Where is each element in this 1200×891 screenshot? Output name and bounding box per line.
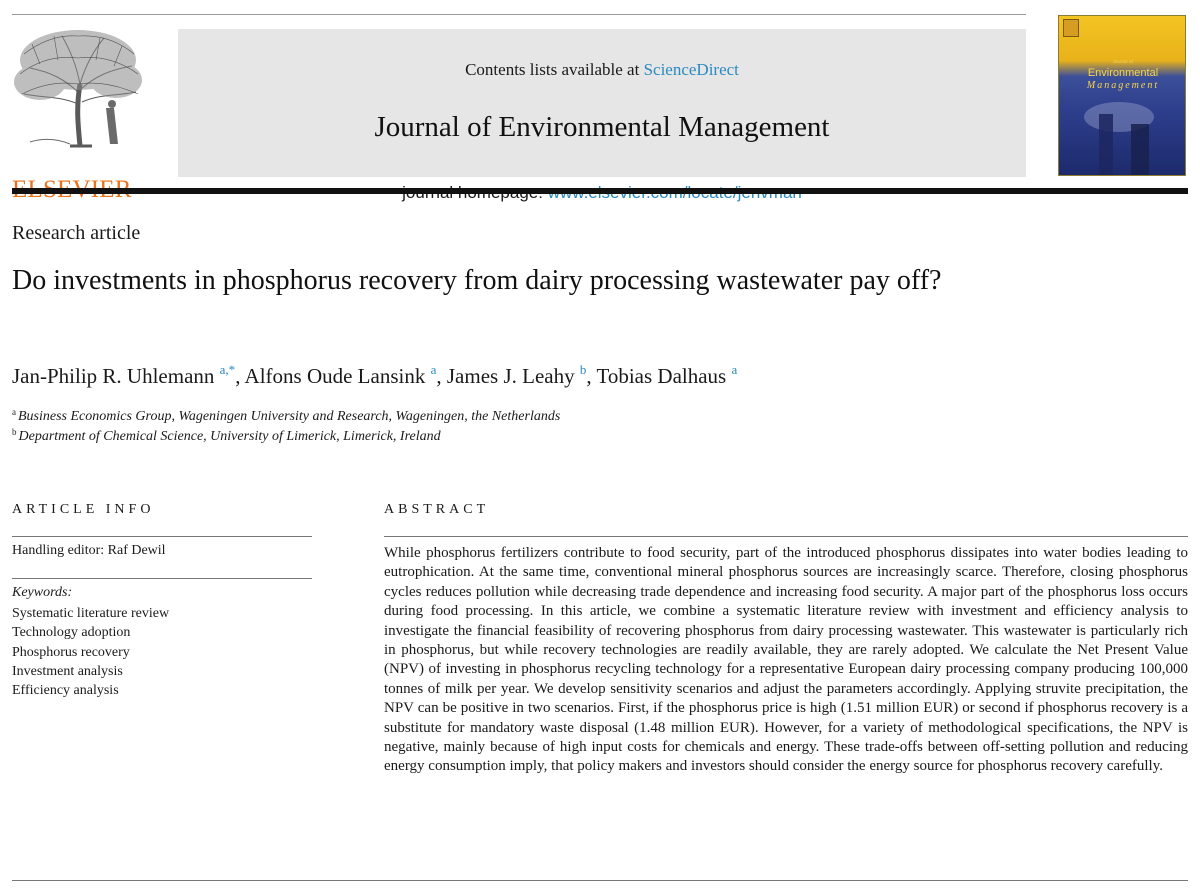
cover-title-line1: Environmental <box>1087 67 1159 79</box>
author-affiliation-link[interactable]: a <box>731 362 738 377</box>
affiliation-mark: a <box>12 407 16 417</box>
keyword: Systematic literature review <box>12 606 170 621</box>
keyword: Investment analysis <box>12 663 123 679</box>
cover-small-title: Journal of <box>1112 60 1134 65</box>
elsevier-logo[interactable] <box>10 24 146 180</box>
keyword: Efficiency analysis <box>12 683 119 699</box>
author-name[interactable]: Alfons Oude Lansink <box>244 364 426 388</box>
author-name[interactable]: Jan-Philip R. Uhlemann <box>12 364 215 388</box>
keywords-label: Keywords: <box>12 585 73 600</box>
divider <box>12 536 312 537</box>
handling-editor: Handling editor: Raf Dewil <box>12 543 166 558</box>
elsevier-tree-icon <box>10 24 146 152</box>
article-info-heading: ARTICLE INFO <box>12 502 155 517</box>
divider <box>12 578 312 579</box>
journal-title: Journal of Environmental Management <box>374 111 830 143</box>
journal-masthead <box>178 29 1026 177</box>
abstract-heading: ABSTRACT <box>384 502 490 517</box>
top-rule <box>12 14 1026 15</box>
article-title: Do investments in phosphorus recovery from dairy processing wastewater pay off? <box>12 265 942 296</box>
keywords-list <box>12 604 169 700</box>
author-affiliation-link[interactable]: a <box>430 362 437 377</box>
author-affiliation-link[interactable]: b <box>579 362 587 377</box>
keyword: Technology adoption <box>12 625 131 641</box>
header-divider <box>12 188 1188 194</box>
author-name[interactable]: Tobias Dalhaus <box>596 364 727 388</box>
keyword: Phosphorus recovery <box>12 644 130 660</box>
author-name[interactable]: James J. Leahy <box>446 364 575 388</box>
contents-prefix: Contents lists available at <box>465 60 644 79</box>
contents-line <box>178 60 1026 80</box>
divider <box>384 536 1188 537</box>
affiliation-text: Department of Chemical Science, University of Limerick, Limerick, Ireland <box>18 429 441 444</box>
cover-tower-shape <box>1131 124 1149 176</box>
affiliation <box>12 408 560 426</box>
author-affiliation-link[interactable]: a,* <box>219 362 236 377</box>
author-list: Jan-Philip R. Uhlemann $^{a,*}$, Alfons Oude Lansink $^a$, James J. Leahy $^b$, Tobias Dalhaus $^a$ <box>12 362 738 388</box>
affiliation <box>12 428 441 446</box>
article-type: Research article <box>12 222 141 244</box>
affiliation-text: Business Economics Group, Wageningen University and Research, Wageningen, the Netherlands <box>18 409 561 424</box>
cover-title-line2: Management <box>1086 80 1160 91</box>
sciencedirect-link[interactable]: ScienceDirect <box>643 60 739 79</box>
cover-tower-shape <box>1099 114 1113 176</box>
affiliation-mark: b <box>12 427 17 437</box>
cover-elsevier-badge-icon <box>1063 19 1079 37</box>
bottom-divider <box>12 880 1188 881</box>
abstract-text: While phosphorus fertilizers contribute to food security, part of the introduced phosphorus dissipates into water bodies leading to eutrophication. At the same time, conventional mineral phosphorus sources are increasingly scarce. Therefore, closing phosphorus cycles reduces pollution while decreasing trade dependence and increasing food security. A major part of the phosphorus loss occurs during food processing. In this article, we combine a systematic literature review with investment and efficiency analysis to investigate the financial feasibility of recovering phosphorus from dairy processing wastewater. This wastewater is particularly rich in phosphorus, but while recovery technologies are readily available, they are rarely adopted. We calculate the Net Present Value (NPV) of investing in phosphorus recycling technology for a representative European dairy processing company producing 100,000 tonnes of milk per year. We develop sensitivity scenarios and adjust the parameters accordingly. Applying struvite precipitation, the NPV can be positive in two scenarios. First, if the phosphorus price is high (1.51 million EUR) or second if phosphorus recovery is a substitute for mandatory waste disposal (1.48 million EUR). However, for a variety of methodological specifications, the NPV is negative, mainly because of high input costs for chemicals and energy. These trade-offs between off-setting pollution and reducing energy consumption imply, that policy makers and investors should consider the energy source for phosphorus recovery carefully. <box>384 545 1188 775</box>
journal-cover-image[interactable] <box>1058 15 1186 176</box>
